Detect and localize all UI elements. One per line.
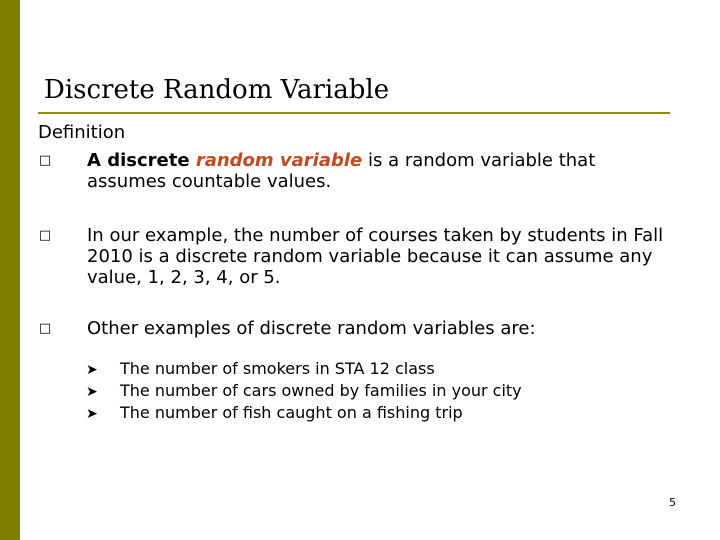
left-accent-bar: [0, 0, 20, 540]
other-examples-bullet: Other examples of discrete random variables are:: [87, 318, 536, 339]
list-item-text: The number of cars owned by families in your city: [120, 381, 522, 400]
definition-bullet: [87, 150, 677, 192]
arrow-bullet-icon: ➤: [86, 384, 98, 400]
page-number: 5: [669, 496, 676, 509]
definition-rest: is a random variable that assumes countable values.: [87, 150, 596, 192]
examples-list: [86, 358, 522, 424]
arrow-bullet-icon: ➤: [86, 406, 98, 422]
list-item: [86, 402, 522, 424]
square-bullet-icon: □: [38, 321, 52, 336]
square-bullet-icon: □: [38, 228, 52, 243]
list-item-text: The number of fish caught on a fishing trip: [120, 403, 463, 422]
list-item-text: The number of smokers in STA 12 class: [120, 359, 435, 378]
random-variable-term: random variable: [195, 150, 363, 171]
title-divider: [38, 112, 670, 114]
definition-label: Definition: [38, 122, 126, 143]
slide-title: Discrete Random Variable: [44, 75, 390, 105]
square-bullet-icon: □: [38, 153, 52, 168]
definition-lead: A discrete: [87, 150, 196, 171]
list-item: [86, 380, 522, 402]
example-bullet: In our example, the number of courses taken by students in Fall 2010 is a discrete random variable because it can assume any value, 1, 2, 3, 4, or 5.: [87, 225, 664, 288]
list-item: [86, 358, 522, 380]
arrow-bullet-icon: ➤: [86, 362, 98, 378]
